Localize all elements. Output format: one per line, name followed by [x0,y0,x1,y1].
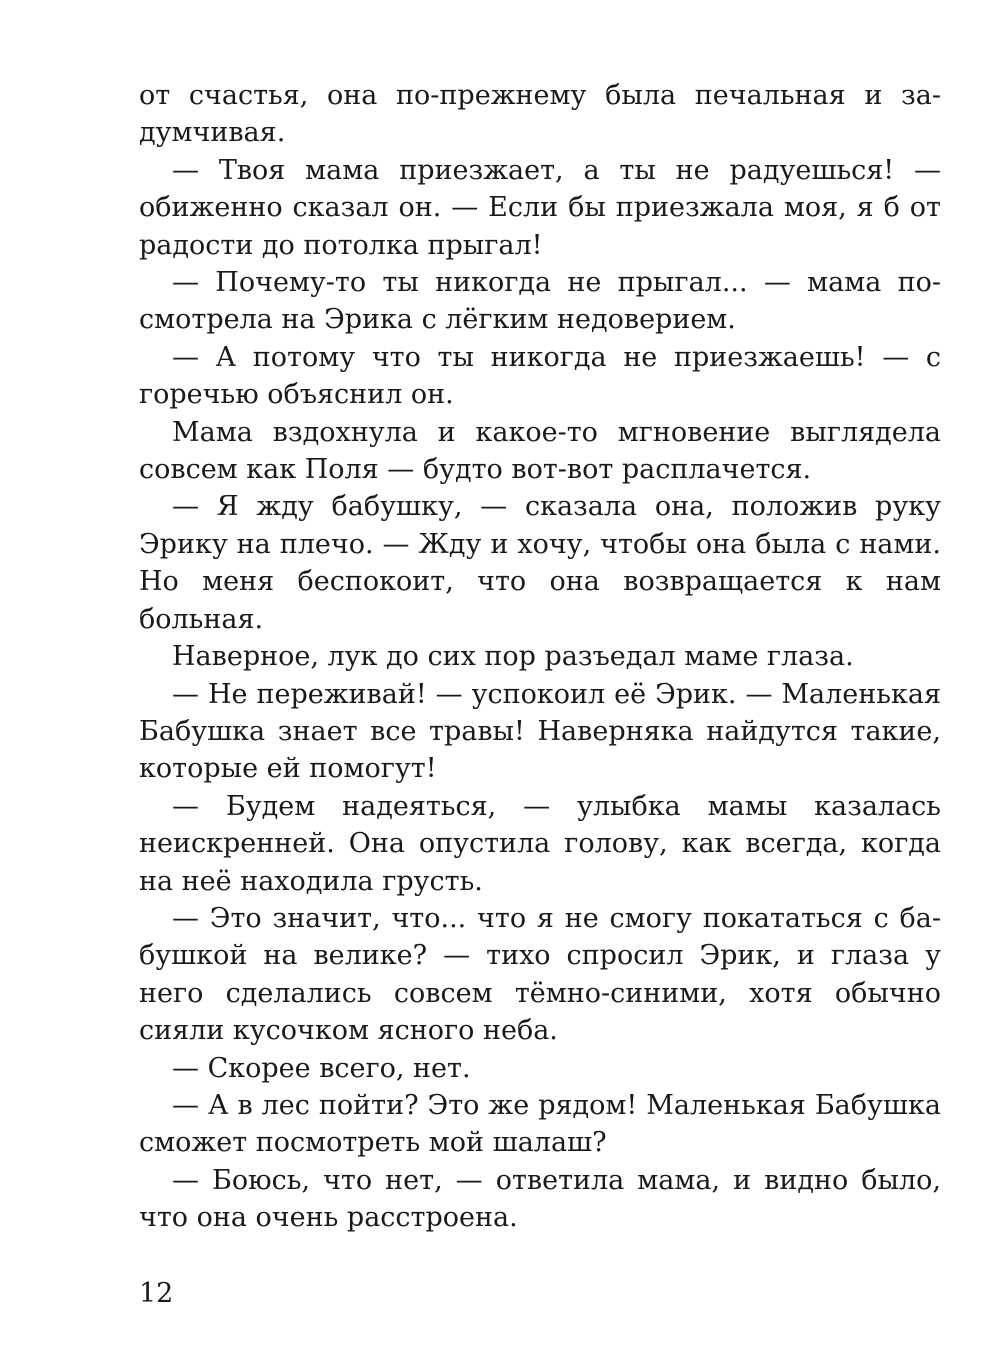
paragraph: — А потому что ты никогда не приезжаешь! — с горечью объяснил он. [139,341,941,411]
paragraph: — Я жду бабушку, — сказала она, положив руку Эрику на плечо. — Жду и хочу, чтобы она была с нами. Но меня беспокоит, что она возвращается к нам больная. [139,491,941,635]
paragraph: — Боюсь, что нет, — ответила мама, и видно было, что она очень расстроена. [139,1164,941,1234]
paragraph: Наверное, лук до сих пор разъедал маме глаза. [172,641,854,673]
page-number: 12 [139,1278,174,1309]
paragraph: — Почему-то ты никогда не прыгал... — мама посмотрела на Эрика с лёгким недоверием. [139,267,941,336]
paragraph: — Будем надеяться, — улыбка мамы казалась неискренней. Она опустила голову, как всегда, когда на неё находила грусть. [139,790,941,897]
paragraph: — Это значит, что... что я не смогу покататься с бабушкой на велике? — тихо спросил Эрик, и глаза у него сделались совсем тёмно-синими, хотя обычно сияли кусочком ясного неба. [139,902,941,1047]
paragraph: — А в лес пойти? Это же рядом! Маленькая Бабушка сможет посмотреть мой шалаш? [139,1089,941,1159]
paragraph: Мама вздохнула и какое-то мгновение выглядела совсем как Поля — будто вот-вот расплачется. [139,416,941,486]
paragraph-continuation: от счастья, она по-прежнему была печальная и задумчивая. [139,80,941,149]
body-text [139,77,941,1237]
paragraph: — Не переживай! — успокоил её Эрик. — Маленькая Бабушка знает все травы! Наверняка найдутся такие, которые ей помогут! [139,678,941,785]
paragraph: — Скорее всего, нет. [172,1052,471,1084]
paragraph: — Твоя мама приезжает, а ты не радуешься! — обиженно сказал он. — Если бы приезжала моя, я б от радости до потолка прыгал! [139,154,941,261]
